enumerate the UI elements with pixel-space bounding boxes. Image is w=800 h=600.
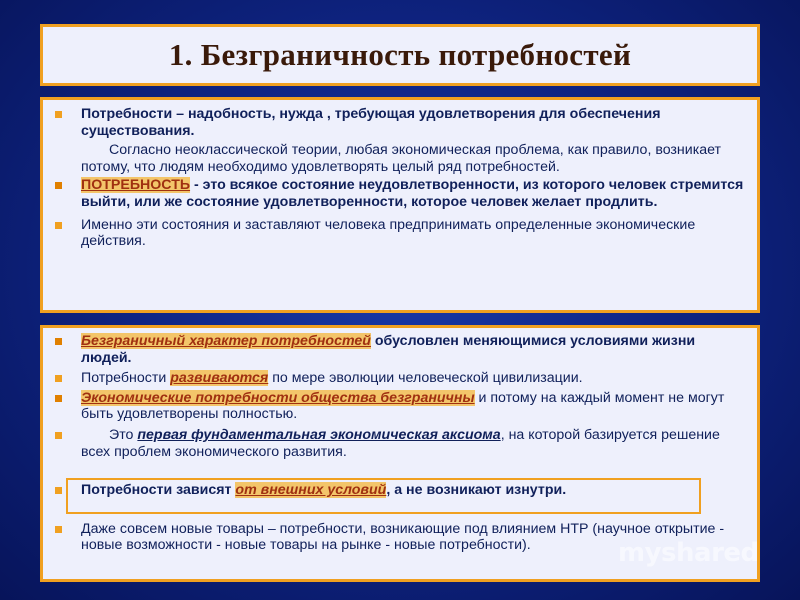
list-item-unlimited <box>49 333 745 366</box>
external-conditions-frame <box>66 478 701 514</box>
definition-text: Потребности – надобность, нужда , требующая удовлетворения для обеспечения существования. <box>81 106 661 139</box>
external-after: , а не возникают изнутри. <box>386 482 567 499</box>
bullet-icon <box>55 338 62 345</box>
economic-needs-after: и потому на каждый момент не могут быть удовлетворены полностью. <box>81 389 725 423</box>
list-item-states <box>49 217 745 250</box>
list-item-need <box>49 177 745 210</box>
watermark-logo: myshared <box>618 538 759 568</box>
economic-needs-highlight: Экономические потребности общества безграничны <box>81 389 475 406</box>
unlimited-rest: обусловлен меняющимися условиями жизни людей. <box>81 333 696 366</box>
need-definition: - это всякое состояние неудовлетворенности, из которого человек стремится выйти, или же состояние удовлетворенности, которое человек желает продлить. <box>81 177 744 210</box>
states-text: Именно эти состояния и заставляют человека предпринимать определенные экономические действия. <box>81 216 696 250</box>
bullet-icon <box>55 526 62 533</box>
bullet-icon <box>55 182 62 189</box>
bullet-icon <box>55 487 62 494</box>
bullet-icon <box>55 395 62 402</box>
develop-after: по мере эволюции человеческой цивилизации. <box>268 370 583 387</box>
definitions-panel <box>40 97 760 313</box>
list-item-axiom <box>49 427 745 460</box>
bullet-icon <box>55 432 62 439</box>
bullet-icon <box>55 111 62 118</box>
bullet-icon <box>55 375 62 382</box>
axiom-before: Это <box>109 426 138 443</box>
bullet-icon <box>55 222 62 229</box>
page-title: 1. Безграничность потребностей <box>168 37 632 72</box>
new-goods-text: Даже совсем новые товары – потребности, возникающие под влиянием НТР (научное открытие - новые возможности - новые товары на рынке - новые потребности). <box>81 520 725 554</box>
title-box <box>40 24 760 86</box>
external-before: Потребности зависят <box>81 482 236 499</box>
axiom-underlined: первая фундаментальная экономическая аксиома <box>137 426 501 443</box>
list-item-definition <box>49 106 745 175</box>
list-item-develop <box>49 370 745 387</box>
unlimited-highlight: Безграничный характер потребностей <box>81 333 371 349</box>
develop-highlight: развиваются <box>170 370 269 387</box>
need-term: ПОТРЕБНОСТЬ <box>81 177 191 194</box>
axiom-after: , на которой базируется решение всех проблем экономического развития. <box>81 426 720 460</box>
neoclassical-text: Согласно неоклассической теории, любая экономическая проблема, как правило, возникает потому, что людям необходимо удовлетворять целый ряд потребностей. <box>81 142 722 175</box>
list-item-economic-needs <box>49 390 745 423</box>
external-highlight: от внешних условий <box>235 482 387 499</box>
develop-before: Потребности <box>81 370 171 387</box>
